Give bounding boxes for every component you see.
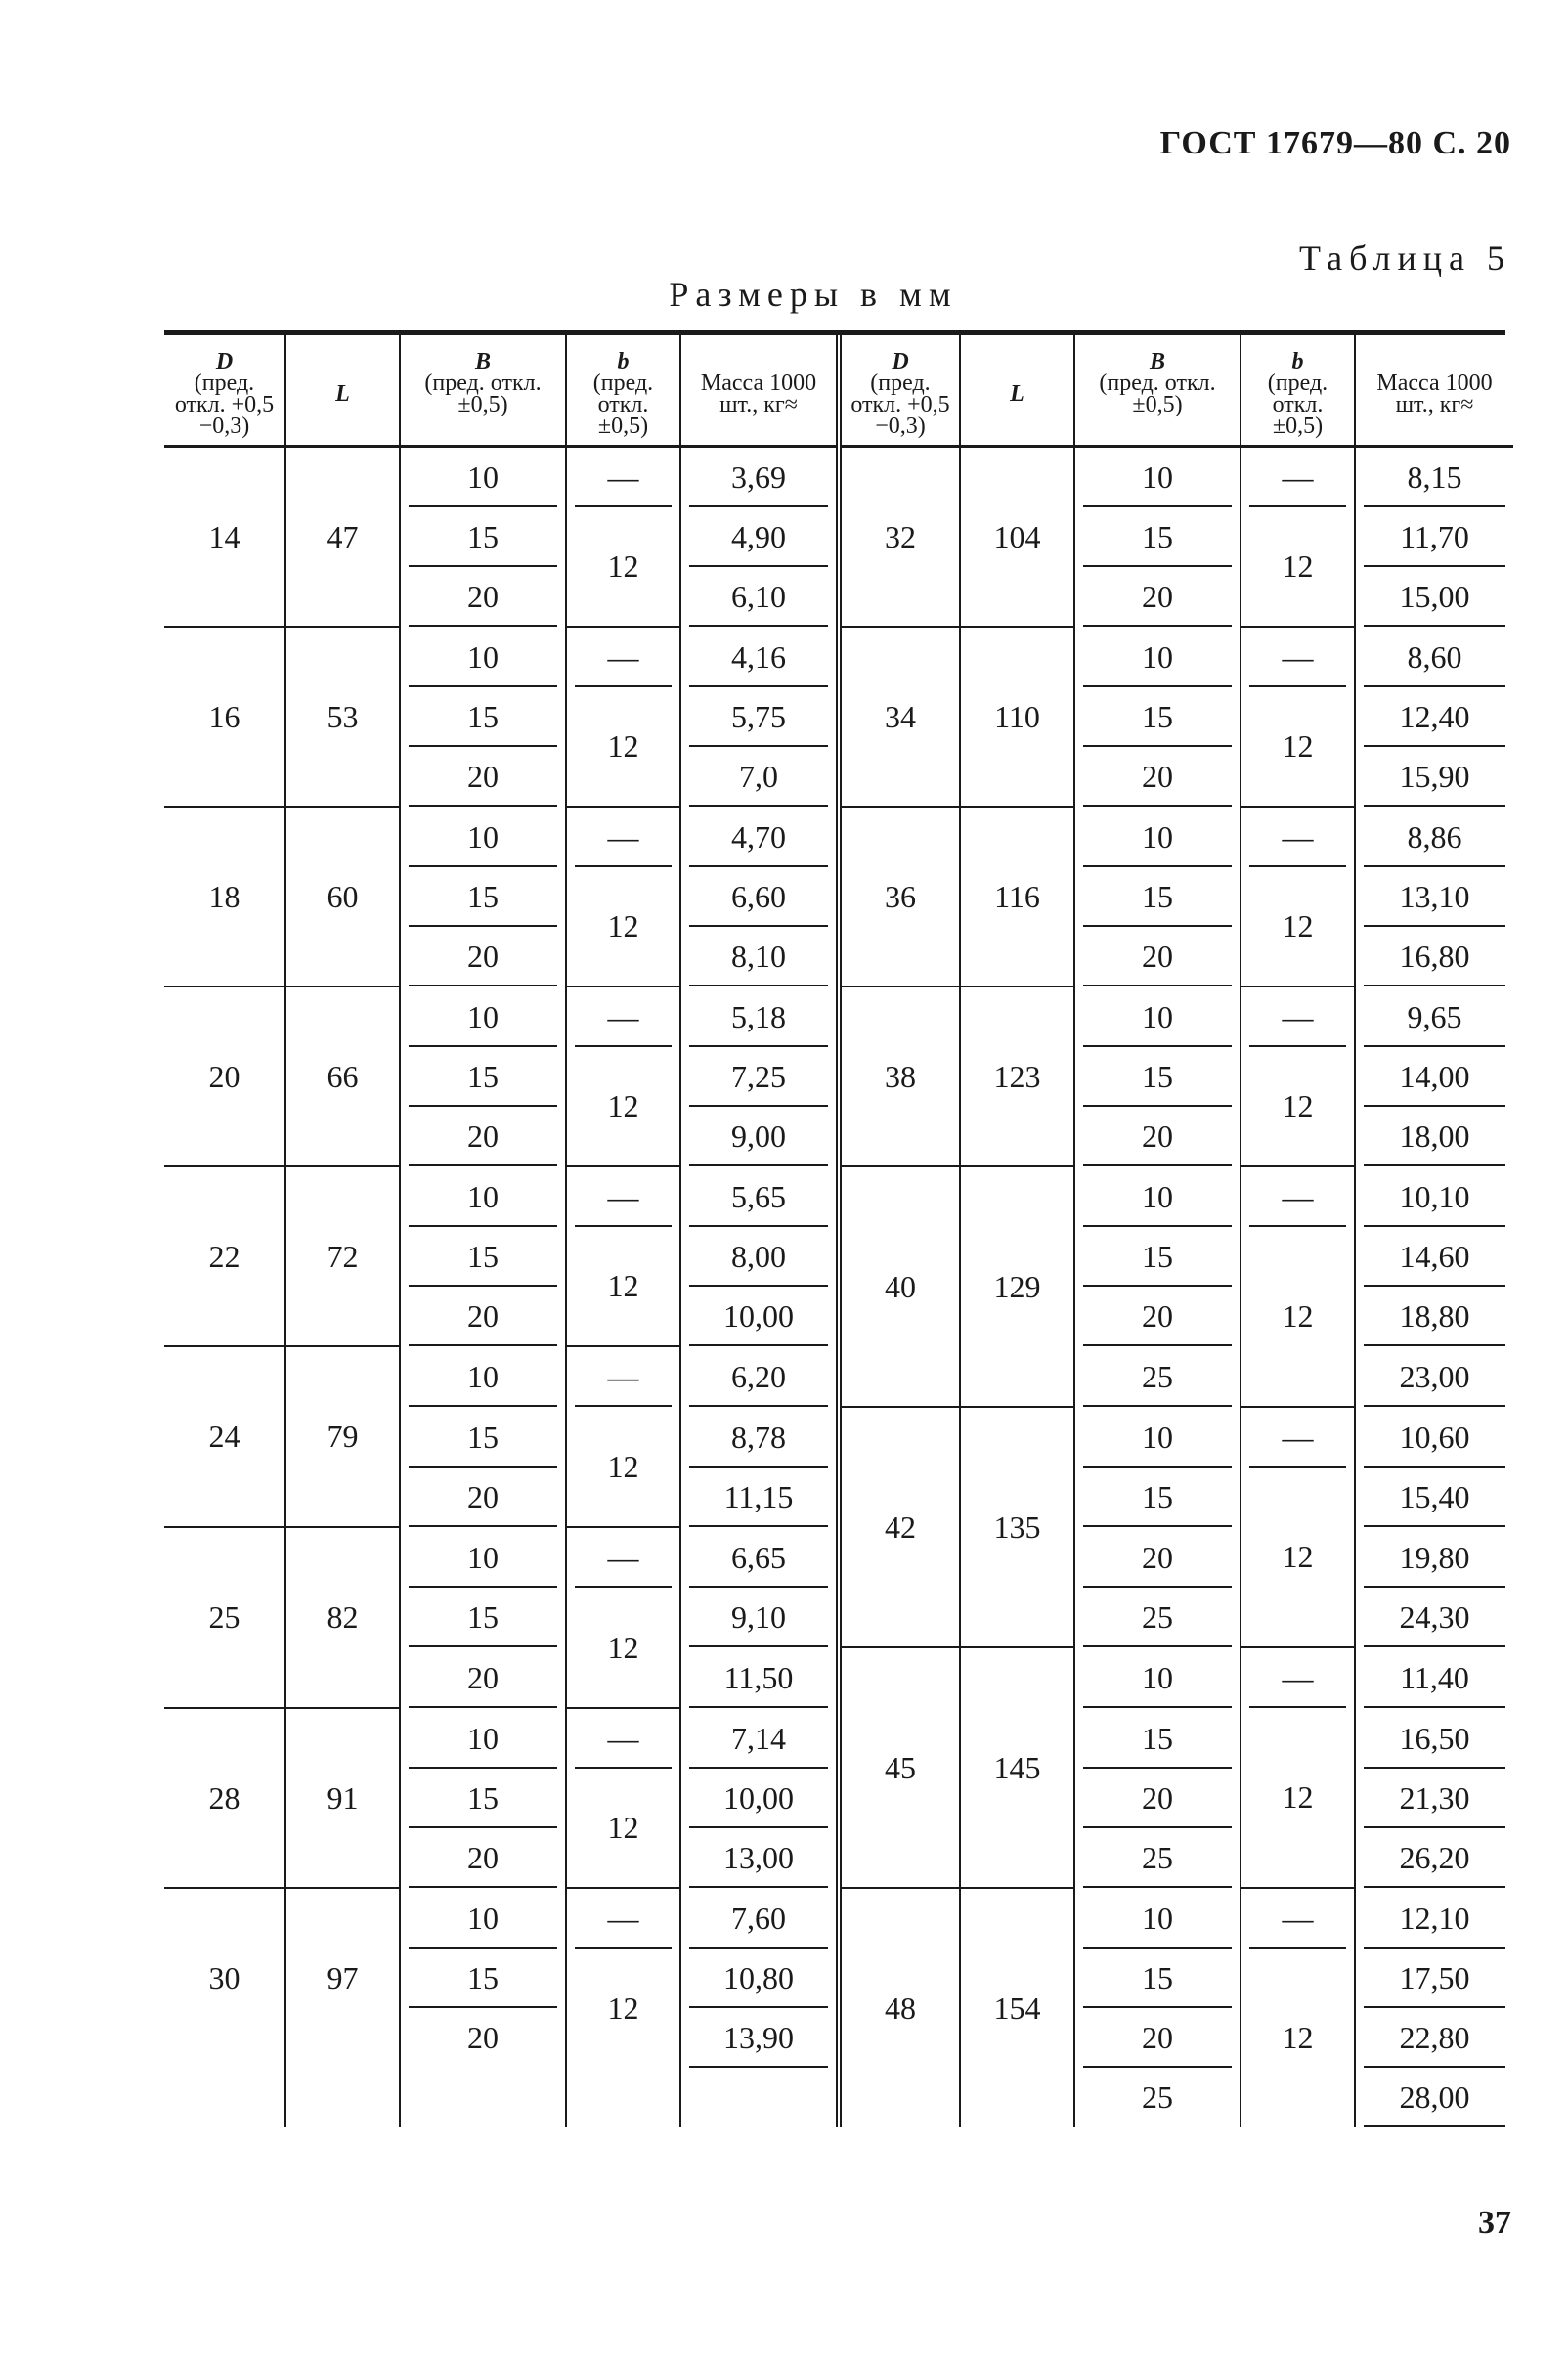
cell-small-b: 12 — [566, 1949, 680, 2068]
cell-mass: 13,90 — [680, 2008, 839, 2068]
cell-small-b: — — [1241, 627, 1355, 687]
cell-small-b: — — [566, 986, 680, 1047]
cell-b: 15 — [400, 1588, 566, 1647]
cell-b: 15 — [400, 1047, 566, 1107]
cell-mass: 26,20 — [1355, 1828, 1513, 1888]
cell-d: 42 — [839, 1407, 960, 1647]
cell-l: 145 — [960, 1647, 1074, 1888]
cell-b: 20 — [1074, 1287, 1241, 1346]
cell-d: 14 — [164, 447, 285, 628]
cell-mass: 24,30 — [1355, 1588, 1513, 1647]
cell-small-b: 12 — [1241, 1468, 1355, 1647]
cell-l: 82 — [285, 1527, 400, 1708]
page-header: ГОСТ 17679—80 С. 20 — [1159, 125, 1511, 161]
page-number: 37 — [1478, 2205, 1511, 2241]
col-header-mass: Масса 1000 шт., кг≈ — [680, 335, 839, 447]
cell-mass: 8,00 — [680, 1227, 839, 1287]
cell-l: 116 — [960, 807, 1074, 986]
cell-b: 15 — [1074, 867, 1241, 927]
cell-d: 22 — [164, 1166, 285, 1346]
cell-small-b: 12 — [1241, 507, 1355, 627]
cell-small-b: — — [1241, 986, 1355, 1047]
cell-small-b: — — [1241, 1647, 1355, 1708]
cell-mass: 16,50 — [1355, 1708, 1513, 1769]
cell-b: 15 — [400, 687, 566, 747]
cell-b: 15 — [1074, 1468, 1241, 1527]
cell-l: 110 — [960, 627, 1074, 807]
cell-d: 38 — [839, 986, 960, 1166]
cell-l: 129 — [960, 1166, 1074, 1407]
cell-d: 16 — [164, 627, 285, 807]
cell-small-b: — — [566, 1166, 680, 1227]
cell-small-b: 12 — [566, 1227, 680, 1346]
cell-b: 20 — [400, 1647, 566, 1708]
table-row — [164, 627, 1513, 687]
cell-b: 20 — [1074, 2008, 1241, 2068]
cell-l: 79 — [285, 1346, 400, 1527]
cell-small-b: — — [1241, 1888, 1355, 1949]
empty-cell — [566, 2068, 680, 2127]
cell-mass: 7,25 — [680, 1047, 839, 1107]
cell-b: 25 — [1074, 2068, 1241, 2127]
cell-mass: 6,60 — [680, 867, 839, 927]
cell-mass: 10,00 — [680, 1287, 839, 1346]
cell-mass: 8,10 — [680, 927, 839, 986]
cell-b: 15 — [1074, 507, 1241, 567]
cell-mass: 4,70 — [680, 807, 839, 867]
cell-mass: 10,80 — [680, 1949, 839, 2008]
cell-mass: 18,80 — [1355, 1287, 1513, 1346]
cell-d: 18 — [164, 807, 285, 986]
cell-d: 40 — [839, 1166, 960, 1407]
table-header-row — [164, 335, 1513, 447]
dimensions-table — [164, 335, 1513, 2127]
cell-b: 10 — [1074, 1647, 1241, 1708]
cell-b: 15 — [400, 1949, 566, 2008]
cell-b: 20 — [400, 1468, 566, 1527]
cell-mass: 10,00 — [680, 1769, 839, 1828]
cell-mass: 5,18 — [680, 986, 839, 1047]
cell-small-b: — — [1241, 447, 1355, 508]
cell-l: 97 — [285, 1888, 400, 2068]
cell-b: 10 — [1074, 1407, 1241, 1468]
cell-small-b: — — [1241, 807, 1355, 867]
cell-mass: 6,20 — [680, 1346, 839, 1407]
cell-mass: 9,10 — [680, 1588, 839, 1647]
cell-mass: 8,86 — [1355, 807, 1513, 867]
cell-mass: 21,30 — [1355, 1769, 1513, 1828]
cell-b: 15 — [400, 867, 566, 927]
cell-l: 53 — [285, 627, 400, 807]
empty-cell — [285, 2068, 400, 2127]
cell-small-b: 12 — [566, 507, 680, 627]
cell-l: 60 — [285, 807, 400, 986]
cell-small-b: 12 — [566, 687, 680, 807]
table-row — [164, 1166, 1513, 1227]
cell-mass: 28,00 — [1355, 2068, 1513, 2127]
cell-b: 15 — [1074, 1949, 1241, 2008]
cell-small-b: 12 — [1241, 1047, 1355, 1166]
col-header-small-b: b (пред. откл. ±0,5) — [566, 335, 680, 447]
cell-l: 91 — [285, 1708, 400, 1888]
cell-mass: 15,40 — [1355, 1468, 1513, 1527]
cell-mass: 9,00 — [680, 1107, 839, 1166]
cell-mass: 6,10 — [680, 567, 839, 627]
cell-b: 10 — [1074, 807, 1241, 867]
cell-mass: 13,00 — [680, 1828, 839, 1888]
table-caption: Размеры в мм — [669, 275, 958, 314]
cell-mass: 4,90 — [680, 507, 839, 567]
table-row — [164, 986, 1513, 1047]
cell-small-b: — — [566, 807, 680, 867]
cell-b: 20 — [1074, 1527, 1241, 1588]
cell-mass: 7,60 — [680, 1888, 839, 1949]
cell-small-b: — — [1241, 1407, 1355, 1468]
cell-d: 30 — [208, 1960, 240, 1995]
cell-mass: 7,14 — [680, 1708, 839, 1769]
cell-mass: 4,16 — [680, 627, 839, 687]
cell-mass: 8,78 — [680, 1407, 839, 1468]
cell-d: 45 — [839, 1647, 960, 1888]
col-header-small-b-right: b (пред. откл. ±0,5) — [1241, 335, 1355, 447]
cell-small-b: 12 — [566, 1407, 680, 1527]
cell-b: 10 — [400, 986, 566, 1047]
cell-b: 10 — [1074, 1888, 1241, 1949]
table-row — [164, 807, 1513, 867]
dimensions-table-wrap — [164, 330, 1505, 2127]
cell-b: 15 — [400, 1407, 566, 1468]
cell-d: 32 — [839, 447, 960, 628]
cell-mass: 8,15 — [1355, 447, 1513, 508]
cell-small-b: — — [566, 1346, 680, 1407]
cell-b: 15 — [1074, 1227, 1241, 1287]
cell-b: 20 — [400, 1107, 566, 1166]
col-header-b-right: B (пред. откл. ±0,5) — [1074, 335, 1241, 447]
cell-mass: 17,50 — [1355, 1949, 1513, 2008]
cell-b: 10 — [400, 1527, 566, 1588]
cell-b: 10 — [400, 447, 566, 508]
cell-b: 20 — [1074, 927, 1241, 986]
cell-l: 104 — [960, 447, 1074, 628]
cell-mass: 9,65 — [1355, 986, 1513, 1047]
cell-b: 10 — [1074, 1166, 1241, 1227]
col-header-mass-right: Масса 1000 шт., кг≈ — [1355, 335, 1513, 447]
cell-b: 20 — [1074, 747, 1241, 807]
cell-small-b: — — [1241, 1166, 1355, 1227]
cell-small-b: 12 — [1241, 1227, 1355, 1407]
cell-d: 36 — [839, 807, 960, 986]
col-header-l: L — [285, 335, 400, 447]
cell-mass: 10,60 — [1355, 1407, 1513, 1468]
cell-small-b: 12 — [566, 1047, 680, 1166]
cell-d: 25 — [164, 1527, 285, 1708]
cell-b: 10 — [400, 807, 566, 867]
cell-b: 20 — [400, 1828, 566, 1888]
cell-small-b: 12 — [1241, 1949, 1355, 2127]
cell-b: 20 — [1074, 1769, 1241, 1828]
cell-small-b: — — [566, 1708, 680, 1769]
cell-mass: 6,65 — [680, 1527, 839, 1588]
cell-mass: 16,80 — [1355, 927, 1513, 986]
cell-mass: 14,00 — [1355, 1047, 1513, 1107]
cell-l: 72 — [285, 1166, 400, 1346]
cell-l: 123 — [960, 986, 1074, 1166]
cell-mass: 3,69 — [680, 447, 839, 508]
cell-mass: 22,80 — [1355, 2008, 1513, 2068]
col-header-l-right: L — [960, 335, 1074, 447]
cell-b: 20 — [400, 2008, 566, 2068]
cell-b: 10 — [1074, 447, 1241, 508]
empty-cell — [680, 2068, 839, 2127]
cell-mass: 5,65 — [680, 1166, 839, 1227]
cell-mass: 11,40 — [1355, 1647, 1513, 1708]
cell-b: 15 — [400, 1769, 566, 1828]
cell-small-b: 12 — [1241, 687, 1355, 807]
cell-mass: 11,50 — [680, 1647, 839, 1708]
cell-b: 15 — [1074, 1047, 1241, 1107]
cell-mass: 15,00 — [1355, 567, 1513, 627]
cell-b: 10 — [400, 1166, 566, 1227]
empty-cell — [164, 2068, 285, 2127]
cell-b: 15 — [400, 507, 566, 567]
cell-small-b: — — [566, 627, 680, 687]
cell-d: 34 — [839, 627, 960, 807]
cell-small-b: 12 — [1241, 867, 1355, 986]
cell-b: 10 — [400, 627, 566, 687]
cell-b: 20 — [400, 927, 566, 986]
cell-l: 66 — [285, 986, 400, 1166]
cell-b: 20 — [400, 747, 566, 807]
cell-small-b: — — [566, 1888, 680, 1949]
cell-b: 10 — [400, 1888, 566, 1949]
cell-b: 25 — [1074, 1588, 1241, 1647]
cell-mass: 11,70 — [1355, 507, 1513, 567]
cell-b: 10 — [1074, 986, 1241, 1047]
col-header-d-right: D (пред. откл. +0,5 −0,3) — [839, 335, 960, 447]
cell-d: 24 — [164, 1346, 285, 1527]
cell-l: 47 — [285, 447, 400, 628]
cell-b: 10 — [400, 1708, 566, 1769]
cell-b: 25 — [1074, 1346, 1241, 1407]
cell-b: 15 — [400, 1227, 566, 1287]
cell-d: 28 — [164, 1708, 285, 1888]
cell-mass: 19,80 — [1355, 1527, 1513, 1588]
cell-mass: 7,0 — [680, 747, 839, 807]
cell-mass: 18,00 — [1355, 1107, 1513, 1166]
cell-mass: 10,10 — [1355, 1166, 1513, 1227]
cell-small-b: — — [566, 447, 680, 508]
cell-b: 20 — [400, 1287, 566, 1346]
cell-mass: 12,40 — [1355, 687, 1513, 747]
cell-b: 20 — [1074, 567, 1241, 627]
cell-b: 10 — [400, 1346, 566, 1407]
cell-mass: 14,60 — [1355, 1227, 1513, 1287]
cell-l: 154 — [960, 1888, 1074, 2127]
cell-b: 20 — [1074, 1107, 1241, 1166]
table-number: Таблица 5 — [1299, 239, 1511, 278]
cell-mass: 11,15 — [680, 1468, 839, 1527]
cell-d: 48 — [839, 1888, 960, 2127]
cell-mass: 13,10 — [1355, 867, 1513, 927]
cell-small-b: 12 — [1241, 1708, 1355, 1888]
cell-mass: 23,00 — [1355, 1346, 1513, 1407]
cell-small-b: 12 — [566, 1588, 680, 1708]
col-header-b: B (пред. откл. ±0,5) — [400, 335, 566, 447]
cell-mass: 12,10 — [1355, 1888, 1513, 1949]
col-header-d: D (пред. откл. +0,5 −0,3) — [164, 335, 285, 447]
cell-small-b: 12 — [566, 1769, 680, 1888]
cell-small-b: 12 — [566, 867, 680, 986]
cell-l: 135 — [960, 1407, 1074, 1647]
cell-b: 15 — [1074, 687, 1241, 747]
cell-d: 20 — [164, 986, 285, 1166]
table-row — [164, 1888, 1513, 1949]
cell-mass: 8,60 — [1355, 627, 1513, 687]
cell-b: 15 — [1074, 1708, 1241, 1769]
cell-b: 20 — [400, 567, 566, 627]
cell-b: 25 — [1074, 1828, 1241, 1888]
empty-cell — [400, 2068, 566, 2127]
table-row — [164, 447, 1513, 508]
cell-small-b: — — [566, 1527, 680, 1588]
cell-mass: 5,75 — [680, 687, 839, 747]
cell-mass: 15,90 — [1355, 747, 1513, 807]
cell-b: 10 — [1074, 627, 1241, 687]
